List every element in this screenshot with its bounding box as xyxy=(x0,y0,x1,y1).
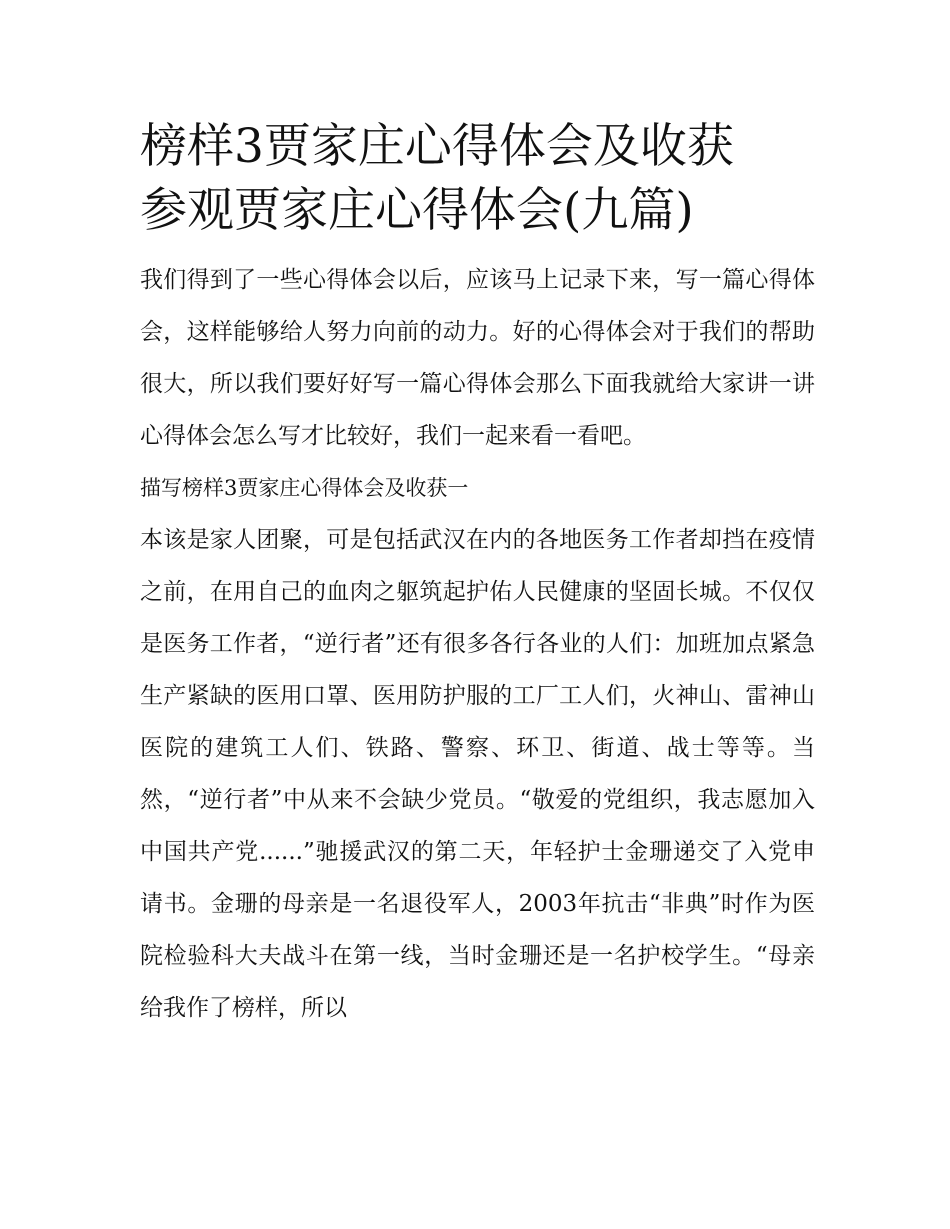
title-line-2: 参观贾家庄心得体会(九篇) xyxy=(140,183,694,238)
intro-paragraph: 我们得到了一些心得体会以后，应该马上记录下来，写一篇心得体会，这样能够给人努力向前的动力。好的心得体会对于我们的帮助很大，所以我们要好好写一篇心得体会那么下面我就给大家讲一讲心得体会怎么写才比较好，我们一起来看一看吧。 xyxy=(140,267,815,449)
section-heading: 描写榜样3贾家庄心得体会及收获一 xyxy=(140,476,469,500)
document-title xyxy=(140,115,815,243)
title-line-1: 榜样3贾家庄心得体会及收获 xyxy=(140,119,734,174)
body-paragraph: 本该是家人团聚，可是包括武汉在内的各地医务工作者却挡在疫情之前，在用自己的血肉之躯筑起护佑人民健康的坚固长城。不仅仅是医务工作者，“逆行者”还有很多各行各业的人们：加班加点紧急生产紧缺的医用口罩、医用防护服的工厂工人们，火神山、雷神山医院的建筑工人们、铁路、警察、环卫、街道、战士等等。当然，“逆行者”中从来不会缺少党员。“敬爱的党组织，我志愿加入中国共产党......”驰援武汉的第二天，年轻护士金珊递交了入党申请书。金珊的母亲是一名退役军人，2003年抗击“非典”时作为医院检验科大夫战斗在第一线，当时金珊还是一名护校学生。“母亲给我作了榜样，所以 xyxy=(140,527,815,1021)
document-content xyxy=(140,115,815,1034)
